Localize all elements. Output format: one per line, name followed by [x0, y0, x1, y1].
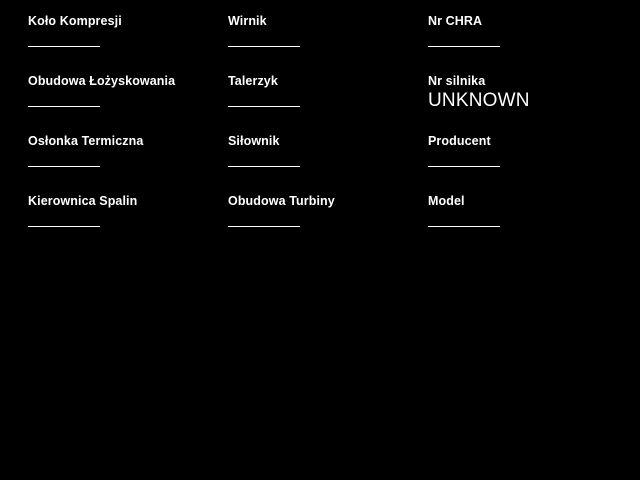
- field-underline: [28, 226, 100, 227]
- field-label: Koło Kompresji: [28, 14, 122, 28]
- field-obudowa-turbiny: [228, 194, 428, 254]
- field-underline: [228, 166, 300, 167]
- field-talerzyk: [228, 74, 428, 134]
- field-underline: [28, 46, 100, 47]
- field-label: Nr silnika: [428, 74, 486, 88]
- field-nr-chra: [428, 14, 612, 74]
- field-grid: [28, 14, 612, 254]
- field-underline: [228, 106, 300, 107]
- field-kolo-kompresji: [28, 14, 228, 74]
- field-label: Nr CHRA: [428, 14, 483, 28]
- field-wirnik: [228, 14, 428, 74]
- field-label: Producent: [428, 134, 491, 148]
- field-label: Siłownik: [228, 134, 280, 148]
- field-silownik: [228, 134, 428, 194]
- field-underline: [428, 46, 500, 47]
- field-value: UNKNOWN: [428, 90, 530, 111]
- field-obudowa-lozyskowania: [28, 74, 228, 134]
- field-underline: [428, 226, 500, 227]
- field-label: Kierownica Spalin: [28, 194, 138, 208]
- field-label: Osłonka Termiczna: [28, 134, 144, 148]
- field-label: Wirnik: [228, 14, 267, 28]
- field-oslonka-termiczna: [28, 134, 228, 194]
- field-kierownica-spalin: [28, 194, 228, 254]
- field-underline: [28, 106, 100, 107]
- field-underline: [228, 226, 300, 227]
- field-underline: [228, 46, 300, 47]
- field-model: [428, 194, 612, 254]
- field-label: Obudowa Łożyskowania: [28, 74, 176, 88]
- field-underline: [428, 166, 500, 167]
- field-label: Obudowa Turbiny: [228, 194, 335, 208]
- field-producent: [428, 134, 612, 194]
- field-nr-silnika: [428, 74, 612, 134]
- field-label: Talerzyk: [228, 74, 278, 88]
- field-underline: [28, 166, 100, 167]
- field-label: Model: [428, 194, 465, 208]
